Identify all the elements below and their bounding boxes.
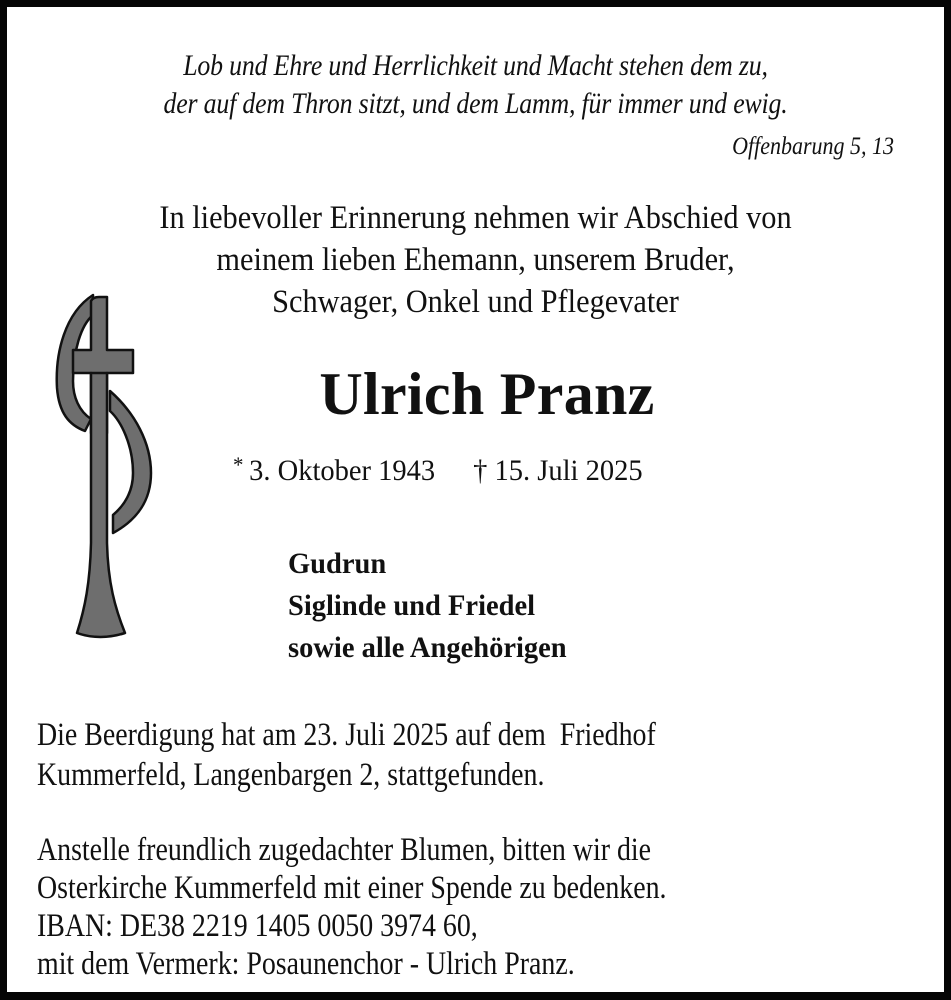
mourner-line-2: Siglinde und Friedel xyxy=(288,589,536,622)
verse-reference: Offenbarung 5, 13 xyxy=(732,133,894,160)
death-date: 15. Juli 2025 xyxy=(494,454,643,487)
intro-line-2: meinem lieben Ehemann, unserem Bruder, xyxy=(216,242,735,278)
life-dates xyxy=(233,447,643,489)
intro-text xyxy=(72,197,879,323)
bible-verse xyxy=(73,47,879,123)
mourner-line-3: sowie alle Angehörigen xyxy=(288,631,567,664)
donation-line-1: Anstelle freundlich zugedachter Blumen, bitten wir die xyxy=(37,832,652,868)
verse-line-2: der auf dem Thron sitzt, und dem Lamm, für immer und ewig. xyxy=(163,87,788,120)
death-cross-icon: † xyxy=(473,454,488,487)
donation-line-2: Osterkirche Kummerfeld mit einer Spende zu bedenken. xyxy=(37,870,667,906)
mourners-list xyxy=(288,543,567,669)
intro-line-3: Schwager, Onkel und Pflegevater xyxy=(272,284,679,320)
intro-line-1: In liebevoller Erinnerung nehmen wir Abschied von xyxy=(159,200,792,236)
verse-line-1: Lob und Ehre und Herrlichkeit und Macht stehen dem zu, xyxy=(183,49,768,82)
reference-note-line: mit dem Vermerk: Posaunenchor - Ulrich Pranz. xyxy=(37,946,575,982)
funeral-line-1: Die Beerdigung hat am 23. Juli 2025 auf dem Friedhof xyxy=(37,717,656,753)
birth-star-icon: * xyxy=(233,452,244,477)
cross-staff-icon xyxy=(55,293,165,643)
donation-info xyxy=(37,831,924,983)
iban-line: IBAN: DE38 2219 1405 0050 3974 60, xyxy=(37,908,478,944)
funeral-info xyxy=(37,715,924,795)
mourner-line-1: Gudrun xyxy=(288,547,387,580)
birth-date: 3. Oktober 1943 xyxy=(249,454,436,487)
deceased-name: Ulrich Pranz xyxy=(319,361,655,427)
funeral-line-2: Kummerfeld, Langenbargen 2, stattgefunden. xyxy=(37,757,545,793)
